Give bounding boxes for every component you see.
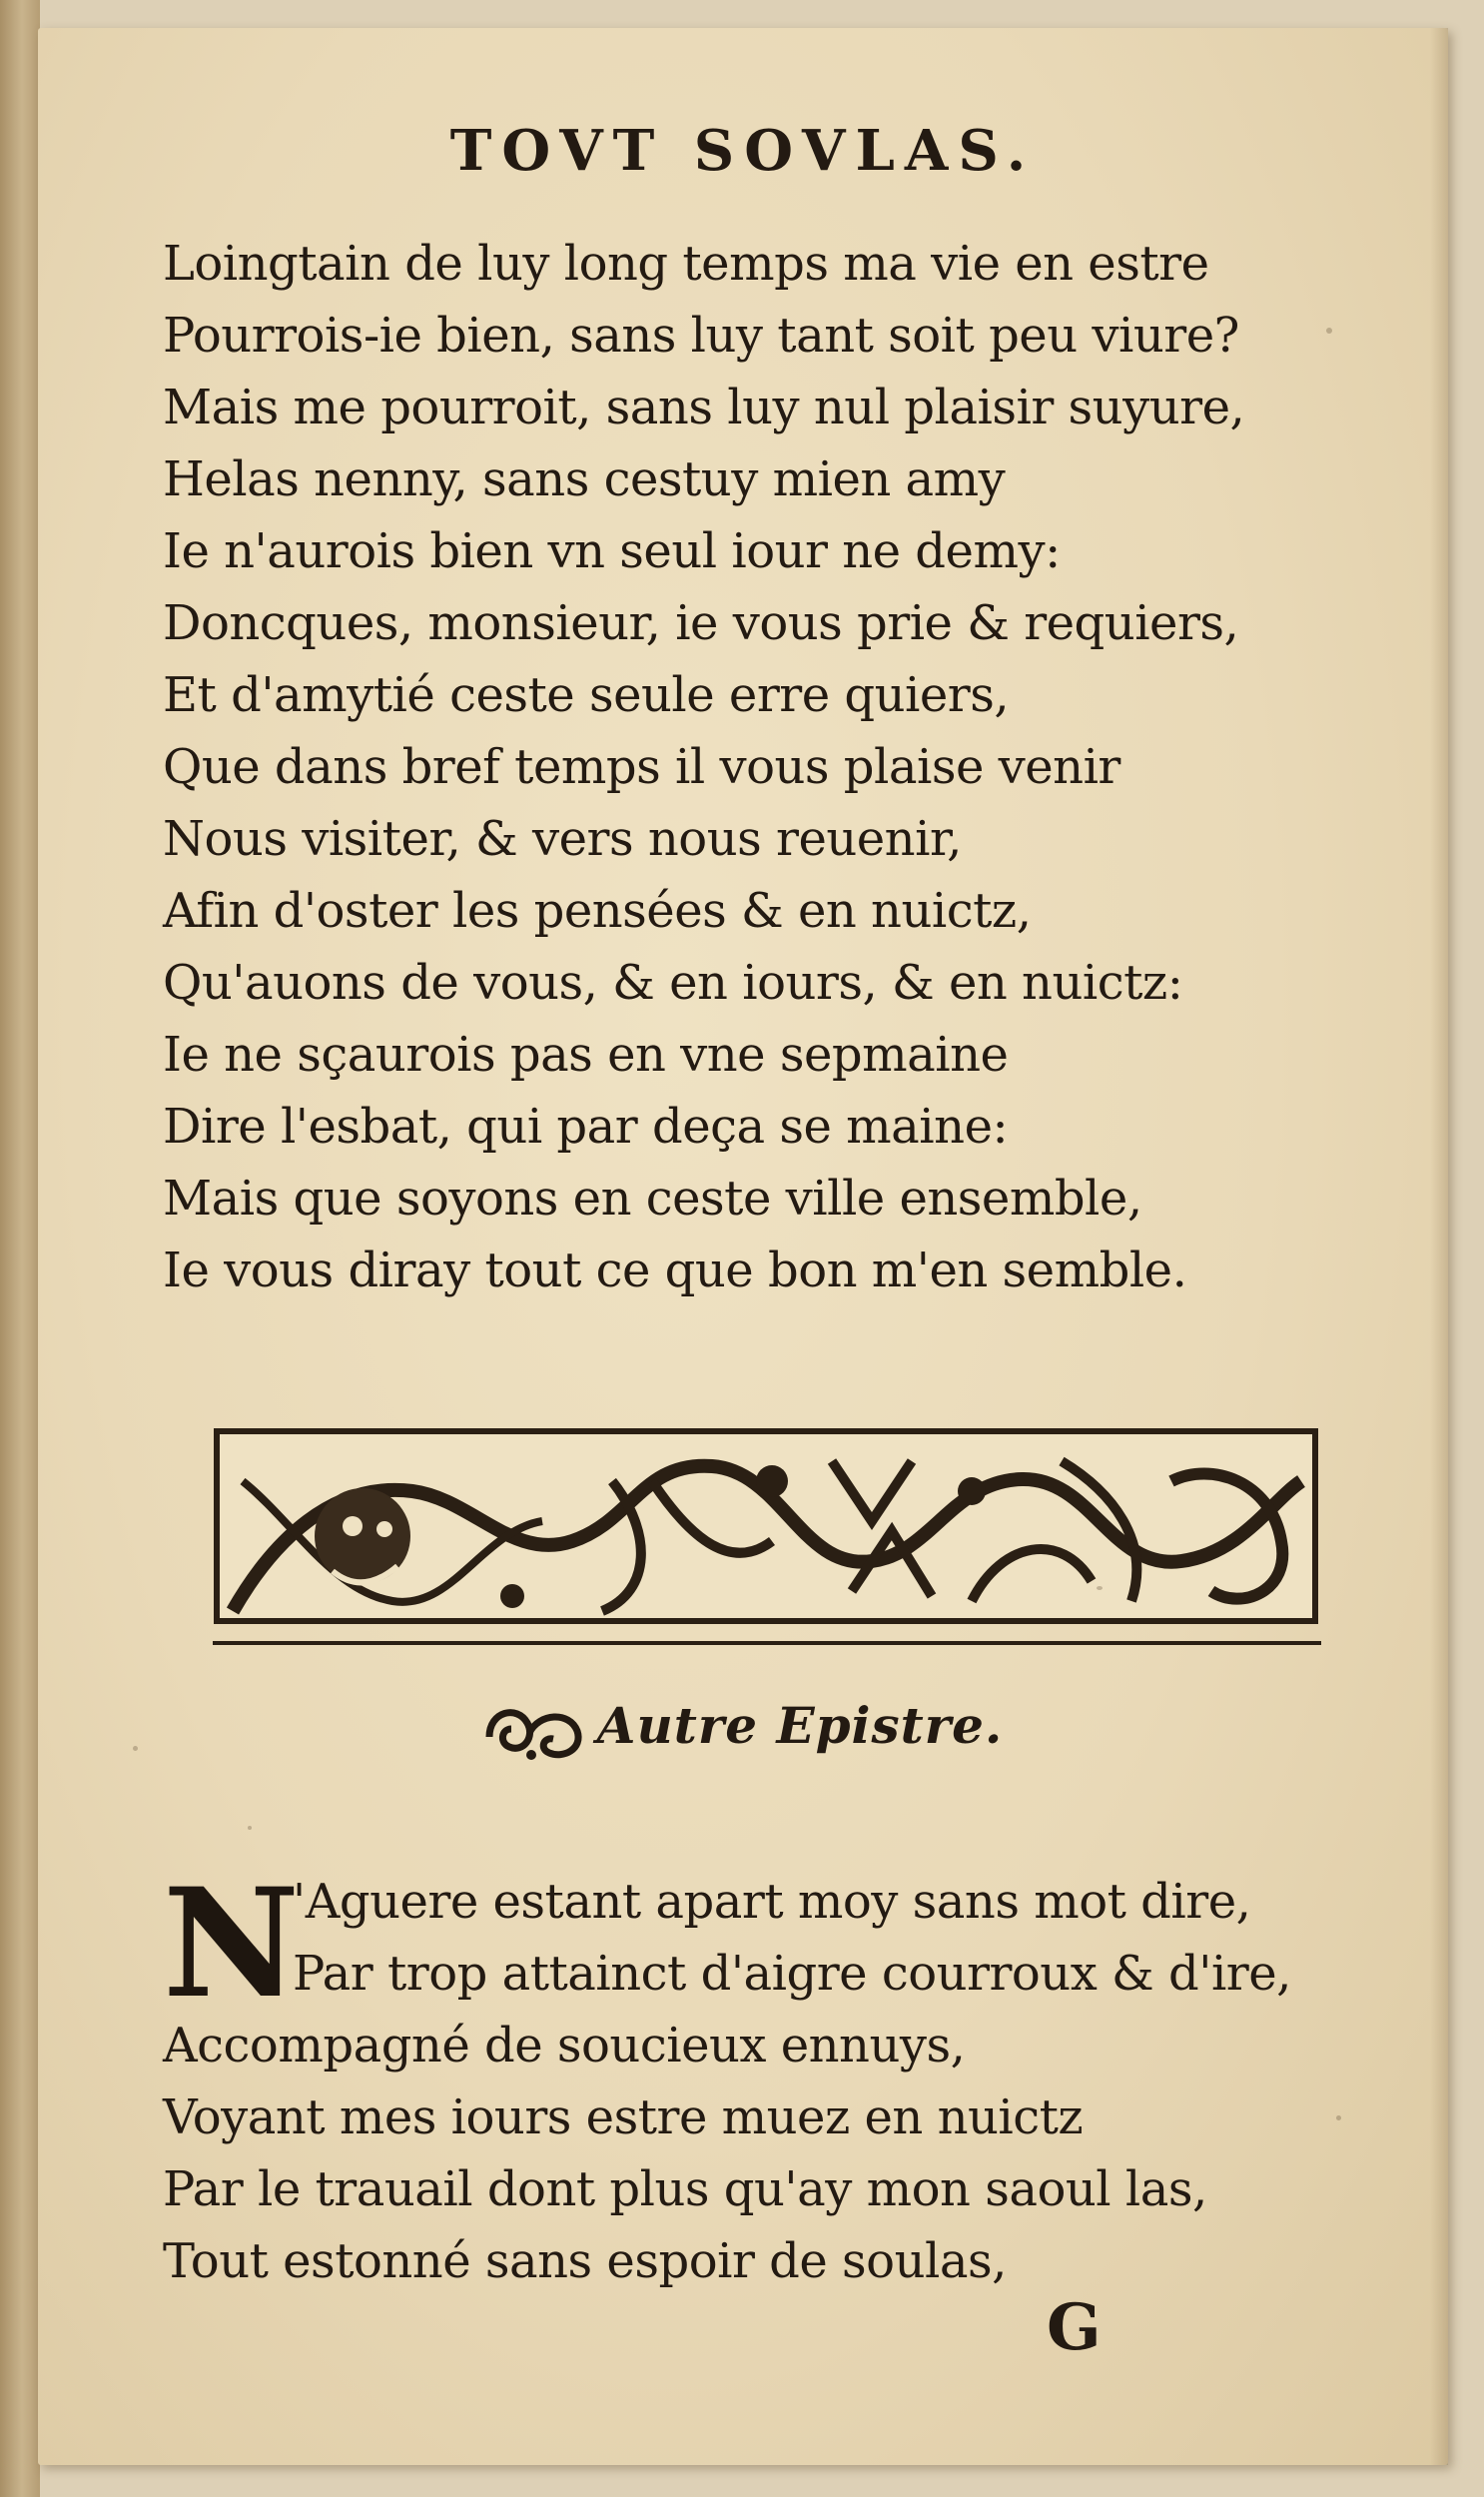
verse-line: Par trop attainct d'aigre courroux & d'ire, <box>293 1946 1291 2002</box>
verse-line: Voyant mes iours estre muez en nuictz <box>163 2089 1084 2145</box>
section-heading <box>38 1696 1448 1763</box>
verse-line: Helas nenny, sans cestuy mien amy <box>163 451 1006 507</box>
verse-line: Que dans bref temps il vous plaise venir <box>163 739 1120 795</box>
verse-line: Ie n'aurois bien vn seul iour ne demy: <box>163 523 1061 579</box>
paper-speck <box>133 1746 138 1751</box>
drop-cap-initial: N <box>163 1856 301 2032</box>
page-edge-shadow <box>1430 28 1448 2465</box>
verse-line: Mais que soyons en ceste ville ensemble, <box>163 1171 1142 1227</box>
running-head: TOVT SOVLAS. <box>449 118 1037 184</box>
verse-line: Qu'auons de vous, & en iours, & en nuictz: <box>163 955 1183 1011</box>
signature-mark: G <box>1047 2290 1102 2365</box>
second-poem <box>163 1856 1391 2297</box>
verse-line: Accompagné de soucieux ennuys, <box>163 2018 966 2074</box>
verse-line: Et d'amytié ceste seule erre quiers, <box>163 667 1010 723</box>
verse-line: Ie vous diray tout ce que bon m'en semble. <box>163 1243 1187 1298</box>
verse-line: Nous visiter, & vers nous reuenir, <box>163 811 962 867</box>
paper-speck <box>1336 2115 1341 2120</box>
verse-line: Loingtain de luy long temps ma vie en estre <box>163 236 1209 292</box>
verse-line: Doncques, monsieur, ie vous prie & requiers, <box>163 595 1239 651</box>
page-leaf <box>38 28 1448 2465</box>
facing-page-edge <box>0 0 40 2497</box>
woodcut-ornament-band <box>213 1421 1321 1651</box>
paper-speck <box>248 1826 252 1830</box>
section-heading-text: Autre Epistre. <box>596 1696 1004 1755</box>
verse-line: Afin d'oster les pensées & en nuictz, <box>163 883 1032 939</box>
verse-line: Tout estonné sans espoir de soulas, <box>163 2233 1007 2289</box>
paper-speck <box>1097 1586 1103 1590</box>
fleuron-icon <box>483 1697 583 1763</box>
verse-line: Dire l'esbat, qui par deça se maine: <box>163 1099 1009 1155</box>
verse-line: 'Aguere estant apart moy sans mot dire, <box>293 1874 1251 1930</box>
verse-line: Mais me pourroit, sans luy nul plaisir suyure, <box>163 380 1245 435</box>
verse-line: Pourrois-ie bien, sans luy tant soit peu viure? <box>163 308 1239 364</box>
verse-line: Ie ne sçaurois pas en vne sepmaine <box>163 1027 1009 1083</box>
verse-line: Par le trauail dont plus qu'ay mon saoul las, <box>163 2161 1207 2217</box>
first-poem <box>163 228 1361 1306</box>
paper-speck <box>1326 328 1332 334</box>
